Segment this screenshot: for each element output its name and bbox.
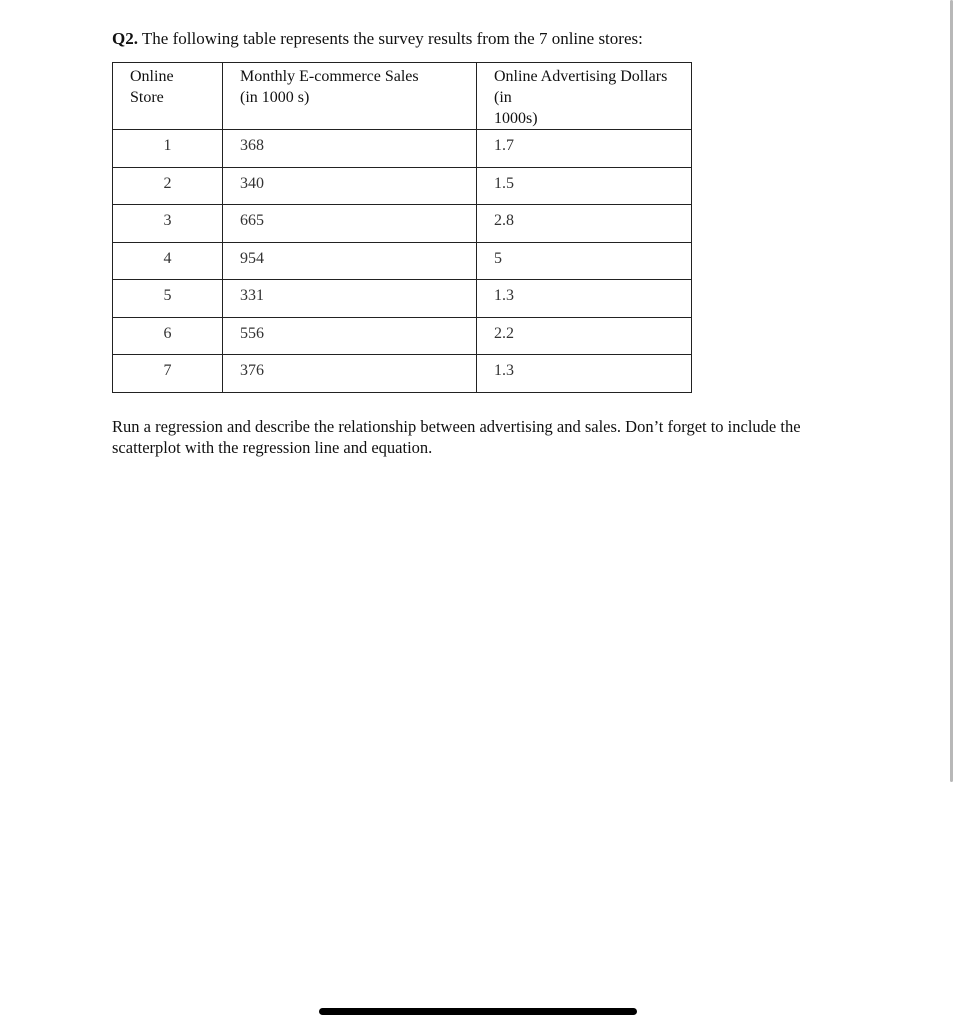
survey-table xyxy=(112,62,692,393)
home-indicator[interactable] xyxy=(319,1008,637,1015)
store-cell: 6 xyxy=(113,317,223,355)
advertising-cell: 2.2 xyxy=(477,317,692,355)
store-cell: 3 xyxy=(113,205,223,243)
sales-cell: 376 xyxy=(223,355,477,393)
table-row xyxy=(113,205,692,243)
header-monthly-sales: Monthly E-commerce Sales (in 1000 s) xyxy=(223,63,477,130)
instruction-line-1: Run a regression and describe the relationship between advertising and sales. Don’t forget to include the xyxy=(112,417,801,436)
store-cell: 4 xyxy=(113,242,223,280)
table-row xyxy=(113,317,692,355)
question-prompt: The following table represents the survey results from the 7 online stores: xyxy=(137,29,643,48)
advertising-cell: 1.7 xyxy=(477,130,692,168)
question-text xyxy=(112,28,643,50)
advertising-cell: 1.5 xyxy=(477,167,692,205)
table-row xyxy=(113,242,692,280)
instruction-line-2: scatterplot with the regression line and equation. xyxy=(112,438,433,457)
store-cell: 1 xyxy=(113,130,223,168)
advertising-cell: 1.3 xyxy=(477,355,692,393)
table-row xyxy=(113,167,692,205)
store-cell: 7 xyxy=(113,355,223,393)
sales-cell: 556 xyxy=(223,317,477,355)
sales-cell: 331 xyxy=(223,280,477,318)
header-online-store: Online Store xyxy=(113,63,223,130)
table-header-row xyxy=(113,63,692,130)
instruction-text xyxy=(112,416,852,458)
advertising-cell: 5 xyxy=(477,242,692,280)
scrollbar[interactable] xyxy=(950,0,953,782)
table-row xyxy=(113,280,692,318)
sales-cell: 340 xyxy=(223,167,477,205)
question-number: Q2. xyxy=(112,29,138,48)
header-advertising-dollars: Online Advertising Dollars (in 1000s) xyxy=(477,63,692,130)
table-row xyxy=(113,355,692,393)
advertising-cell: 1.3 xyxy=(477,280,692,318)
table-row xyxy=(113,130,692,168)
advertising-cell: 2.8 xyxy=(477,205,692,243)
store-cell: 2 xyxy=(113,167,223,205)
sales-cell: 954 xyxy=(223,242,477,280)
sales-cell: 368 xyxy=(223,130,477,168)
sales-cell: 665 xyxy=(223,205,477,243)
store-cell: 5 xyxy=(113,280,223,318)
